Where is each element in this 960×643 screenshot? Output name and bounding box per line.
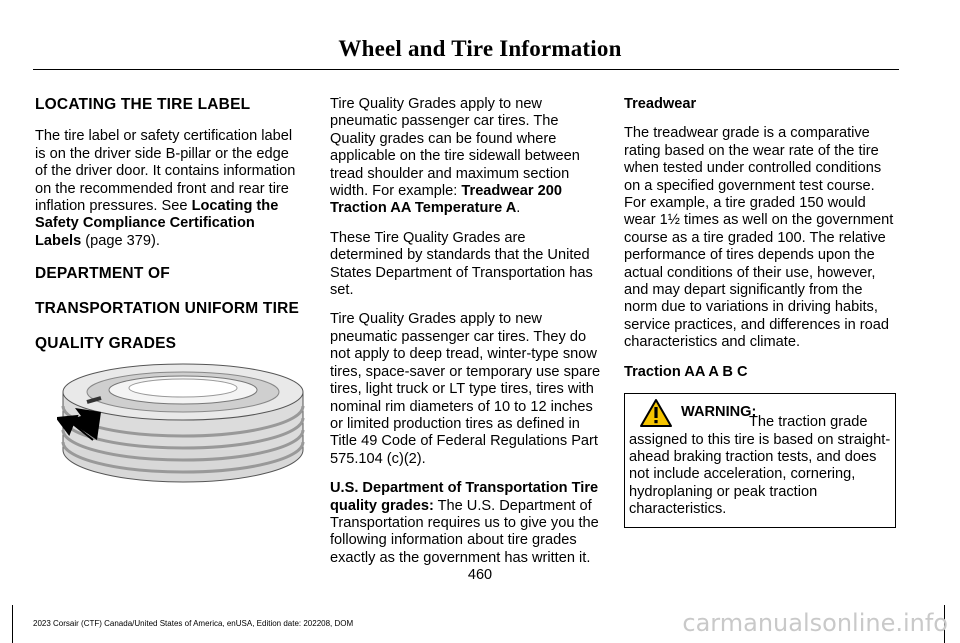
traction-heading: Traction AA A B C (624, 363, 748, 380)
dot-heading: U.S. Department of Transportation Tire quality grades: (330, 480, 599, 514)
page-title: Wheel and Tire Information (338, 36, 622, 61)
dot-text: The U.S. Department of Transportation requires us to give you the following information about tire grades exactly as the government has written it. (330, 497, 599, 566)
safety-label-link[interactable]: Locating the Safety Compliance Certification Labels (35, 198, 279, 249)
tire-illustration-icon (57, 362, 307, 484)
column-left (35, 96, 305, 355)
warning-icon (639, 398, 673, 428)
grade-example: Treadwear 200 Traction AA Temperature A (330, 183, 563, 217)
warning-text: The traction grade assigned to this tire is based on straight-ahead braking traction tests, and does not include acceleration, cornering, hydroplaning or peak traction characteristics. (629, 414, 891, 518)
tire-label-paragraph (35, 128, 305, 250)
section-heading-dept-line-1: DEPARTMENT OF (35, 265, 170, 283)
section-heading-tire-label: LOCATING THE TIRE LABEL (35, 96, 251, 113)
section-heading-dept-line-3: QUALITY GRADES (35, 335, 177, 353)
treadwear-heading: Treadwear (624, 96, 697, 112)
column-right (624, 96, 896, 528)
warning-text-wrap (629, 414, 891, 518)
grade-example-end: . (516, 200, 521, 217)
edition-footer: 2023 Corsair (CTF) Canada/United States of America, enUSA, Edition date: 202208, DOM (33, 619, 354, 628)
dot-paragraph (330, 480, 602, 567)
section-heading-dept-line-2: TRANSPORTATION UNIFORM TIRE (35, 300, 300, 318)
quality-grades-text: Tire Quality Grades apply to new pneumatic passenger car tires. The Quality grades can be found where applicable on the tire sidewall between tread shoulder and maximum section width. For example: (330, 96, 580, 200)
page-number: 460 (467, 567, 493, 583)
tire-label-text: The tire label or safety certification label is on the driver side B-pillar or the edge of the driver door. It contains information on the recommended front and rear tire inflation pressures. See (35, 128, 296, 215)
column-middle (330, 96, 602, 579)
warning-box (624, 393, 896, 527)
standards-paragraph: These Tire Quality Grades are determined by standards that the United States Department of Transportation has set. (330, 229, 593, 299)
treadwear-paragraph: The treadwear grade is a comparative rating based on the wear rate of the tire when tested under controlled conditions on a specified government test course. For example, a tire graded 150 would wear 1½ times as well on the government course as a tire graded 100. The relative performance of tires depends upon the actual conditions of their use, however, and may depart significantly from the norm due to variations in driving habits, service practices, and differences in road characteristics and climate. (624, 125, 894, 351)
quality-grades-paragraph (330, 96, 602, 218)
watermark: carmanualsonline.info (682, 609, 948, 637)
header-divider (33, 69, 899, 70)
page-reference: (page 379). (81, 232, 160, 249)
crop-mark-bl-vertical (12, 605, 13, 643)
tire-illustration (57, 362, 307, 484)
warning-label: WARNING: (681, 404, 757, 421)
applicability-paragraph: Tire Quality Grades apply to new pneumatic passenger car tires. They do not apply to deep tread, winter-type snow tires, space-saver or temporary use spare tires, light truck or LT type tires, tires with nominal rim diameters of 10 to 12 inches or limited production tires as defined in Title 49 Code of Federal Regulations Part 575.104 (c)(2). (330, 311, 601, 467)
